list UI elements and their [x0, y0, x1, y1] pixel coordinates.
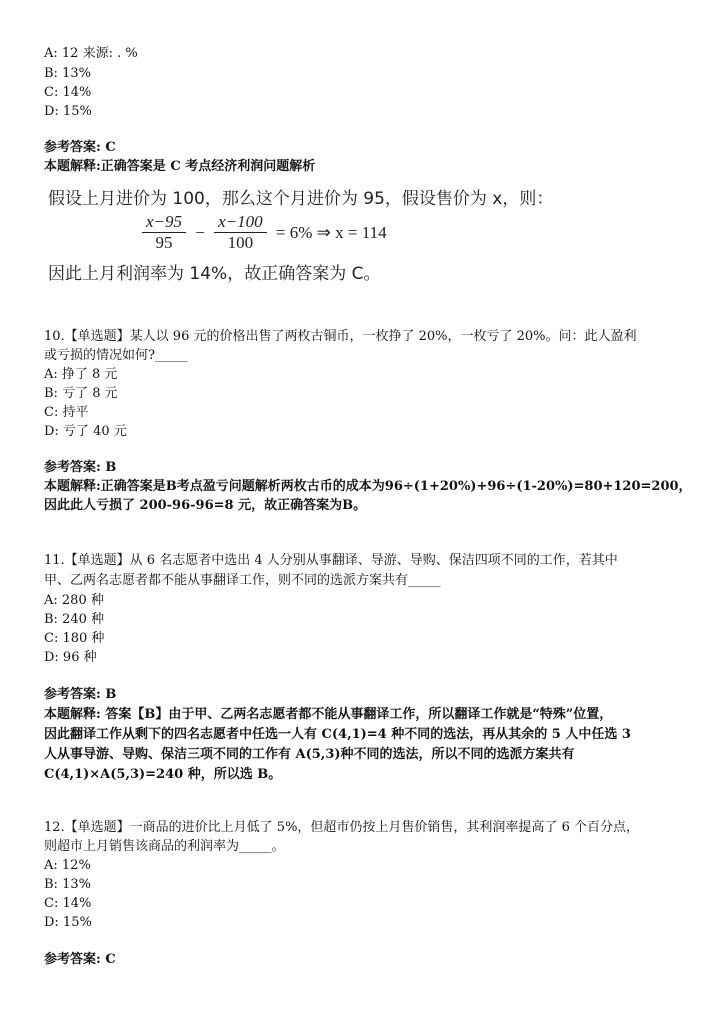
q12-option-b: B: 13% — [44, 877, 91, 892]
fraction-2-denominator: 100 — [227, 233, 254, 252]
fraction-1 — [142, 212, 186, 253]
fraction-1-numerator: x−95 — [142, 212, 186, 233]
q12-option-d: D: 15% — [44, 915, 92, 930]
q11-answer: 参考答案: B — [44, 687, 117, 702]
q11-explanation-line1: 本题解释: 答案【B】由于甲、乙两名志愿者都不能从事翻译工作，所以翻译工作就是“特殊”位置， — [44, 707, 613, 722]
q10-explanation-line2: 因此此人亏损了 200-96-96=8 元，故正确答案为B。 — [44, 498, 367, 513]
q12-option-a: A: 12% — [44, 858, 91, 873]
q9-figure-line1: 假设上月进价为 100，那么这个月进价为 95，假设售价为 x，则： — [48, 189, 554, 209]
q12-stem-line1: 12.【单选题】一商品的进价比上月低了 5%，但超市仍按上月售价销售，其利润率提高了 6 个百分点， — [44, 820, 639, 835]
q10-option-a: A: 挣了 8 元 — [44, 367, 118, 382]
q9-option-c: C: 14% — [44, 85, 92, 100]
formula-result: = 6% ⇒ x = 114 — [275, 222, 387, 242]
q12-option-c: C: 14% — [44, 896, 92, 911]
q10-option-c: C: 持平 — [44, 405, 89, 420]
q9-formula — [140, 212, 390, 253]
minus-sign: − — [195, 222, 205, 242]
q11-explanation-line2: 因此翻译工作从剩下的四名志愿者中任选一人有 C(4,1)=4 种不同的选法，再从其余的 5 人中任选 3 — [44, 727, 631, 742]
q9-option-d: D: 15% — [44, 104, 92, 119]
q10-answer: 参考答案: B — [44, 460, 117, 475]
q9-figure-line2: 因此上月利润率为 14%，故正确答案为 C。 — [48, 264, 381, 284]
q9-explanation: 本题解释:正确答案是 C 考点经济利润问题解析 — [44, 159, 316, 174]
q12-answer: 参考答案: C — [44, 952, 116, 967]
q11-explanation-line4: C(4,1)×A(5,3)=240 种，所以选 B。 — [44, 767, 282, 782]
q11-explanation-line3: 人从事导游、导购、保洁三项不同的工作有 A(5,3)种不同的选法，所以不同的选派方案共有 — [44, 747, 575, 762]
q9-option-a: A: 12 来源: . % — [44, 46, 138, 61]
q10-explanation-line1: 本题解释:正确答案是B考点盈亏问题解析两枚古币的成本为96÷(1+20%)+96÷(1-20%)=80+120=200， — [44, 479, 692, 494]
q11-option-c: C: 180 种 — [44, 631, 105, 646]
q9-option-b: B: 13% — [44, 66, 91, 81]
q11-stem-line2: 甲、乙两名志愿者都不能从事翻译工作，则不同的选派方案共有_____ — [44, 573, 441, 588]
q10-stem-line1: 10.【单选题】某人以 96 元的价格出售了两枚古铜币，一枚挣了 20%，一枚亏了 20%。问：此人盈利 — [44, 329, 637, 344]
q10-option-d: D: 亏了 40 元 — [44, 424, 127, 439]
q11-stem-line1: 11.【单选题】从 6 名志愿者中选出 4 人分别从事翻译、导游、导购、保洁四项不同的工作，若其中 — [44, 553, 618, 568]
q10-option-b: B: 亏了 8 元 — [44, 386, 118, 401]
q9-answer: 参考答案: C — [44, 140, 116, 155]
fraction-2 — [214, 212, 267, 253]
q12-stem-line2: 则超市上月销售该商品的利润率为_____。 — [44, 839, 285, 854]
fraction-1-denominator: 95 — [155, 233, 173, 252]
q11-option-d: D: 96 种 — [44, 650, 97, 665]
q11-option-a: A: 280 种 — [44, 593, 104, 608]
fraction-2-numerator: x−100 — [214, 212, 267, 233]
q11-option-b: B: 240 种 — [44, 612, 105, 627]
q10-stem-line2: 或亏损的情况如何?_____ — [44, 348, 188, 363]
